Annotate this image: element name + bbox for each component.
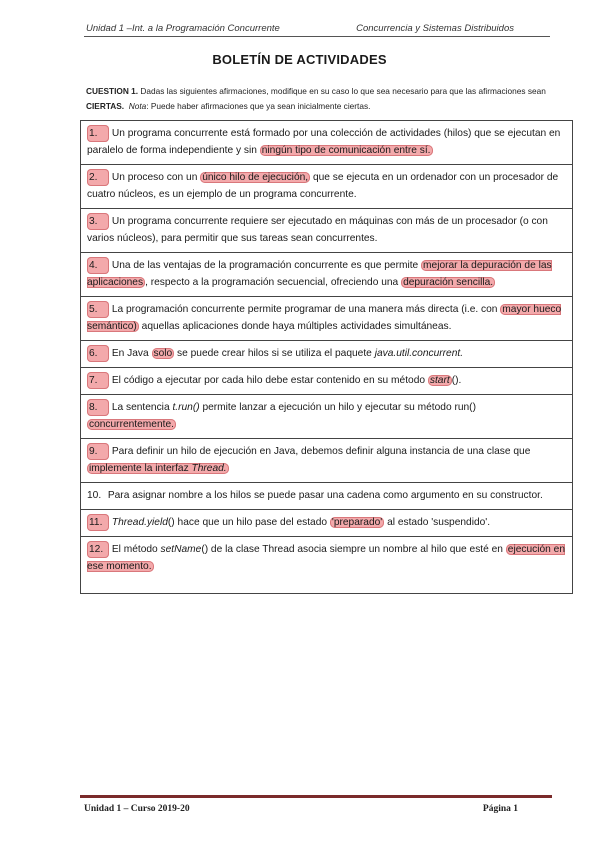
statement-text: permite lanzar a ejecución un hilo y ejecutar su método run(): [199, 402, 476, 413]
statement-row: [81, 165, 572, 209]
statement-number: 5.: [87, 301, 109, 318]
statements-table: [80, 120, 573, 594]
question-intro: [86, 84, 554, 114]
statement-text: ().: [451, 375, 462, 386]
statement-number: 6.: [87, 345, 109, 362]
statement-number: 7.: [87, 372, 109, 389]
statement-number: 4.: [87, 257, 109, 274]
intro-strong: CIERTAS.: [86, 101, 125, 111]
statement-text: En Java: [111, 348, 152, 359]
highlight: start: [429, 375, 450, 386]
statement-row: [81, 253, 572, 297]
highlight: solo: [153, 348, 173, 359]
question-label: CUESTION 1.: [86, 86, 139, 96]
highlight: 'preparado': [331, 517, 383, 528]
statement-number: 1.: [87, 125, 109, 142]
package-name: java.util.concurrent.: [374, 348, 464, 359]
statement-text: () hace que un hilo pase del estado: [167, 517, 330, 528]
statement-text: que se ejecuta en un ordenador con un procesador de cuatro núcleos, es un ejemplo de un programa concurrente.: [87, 172, 559, 200]
highlight: concurrentemente.: [89, 419, 174, 430]
code-text: t.run(): [172, 402, 200, 413]
header-left: Unidad 1 –Int. a la Programación Concurrente: [86, 23, 280, 34]
statement-row: [81, 510, 572, 537]
highlight: mejorar la depuración de las aplicaciones: [87, 260, 552, 288]
page-header: [84, 20, 550, 37]
statement-text: se puede crear hilos si se utiliza el paquete: [174, 348, 375, 359]
note-label: Nota: [128, 101, 147, 111]
statement-row: [81, 537, 572, 593]
statement-text: () de la clase Thread asocia siempre un nombre al hilo que esté en: [201, 544, 506, 555]
intro-text: Dadas las siguientes afirmaciones, modifique en su caso lo que sea necesario para que las afirmaciones sean: [138, 86, 546, 96]
highlight: ejecución en ese momento.: [87, 544, 566, 572]
statement-row: [81, 297, 572, 341]
statement-row: [81, 209, 572, 253]
statement-number: 8.: [87, 399, 109, 416]
statement-text: La programación concurrente permite programar de una manera más directa (i.e. con: [111, 304, 501, 315]
statement-text: El código a ejecutar por cada hilo debe estar contenido en su método: [111, 375, 428, 386]
statement-text: La sentencia: [111, 402, 173, 413]
method-name: Thread.yield: [111, 517, 168, 528]
statement-text: El método: [111, 544, 161, 555]
statement-text: Un programa concurrente requiere ser ejecutado en máquinas con más de un procesador (o con varios núcleos), para permitir que sus tareas sean concurrentes.: [87, 216, 548, 244]
statement-text: Un programa concurrente está formado por una colección de actividades (hilos) que se ejecutan en paralelo de forma independiente y sin: [87, 128, 561, 156]
statement-text: , respecto a la programación secuencial, ofreciendo una: [145, 277, 402, 288]
statement-text: Un proceso con un: [111, 172, 201, 183]
highlight: ningún tipo de comunicación entre sí.: [261, 145, 431, 156]
page-footer: [80, 795, 552, 814]
header-right: Concurrencia y Sistemas Distribuidos: [356, 23, 514, 34]
statement-text: Una de las ventajas de la programación concurrente es que permite: [111, 260, 422, 271]
statement-number: 12.: [87, 541, 109, 558]
highlight: mayor hueco semántico): [87, 304, 562, 332]
statement-number: 10.: [87, 490, 102, 501]
statement-text: Para definir un hilo de ejecución en Java, debemos definir alguna instancia de una clase que: [111, 446, 531, 457]
statement-number: 9.: [87, 443, 109, 460]
statement-row: [81, 483, 572, 510]
page-number: Página 1: [482, 804, 518, 814]
class-name: Thread.: [191, 463, 227, 474]
note-text: : Puede haber afirmaciones que ya sean inicialmente ciertas.: [146, 101, 371, 111]
statement-text: al estado 'suspendido'.: [384, 517, 491, 528]
page-title: BOLETÍN DE ACTIVIDADES: [212, 52, 387, 67]
highlight: [87, 463, 229, 474]
method-name: setName: [160, 544, 202, 555]
statement-number: 11.: [87, 514, 109, 531]
statement-row: [81, 368, 572, 395]
statement-text: Para asignar nombre a los hilos se puede pasar una cadena como argumento en su constructor.: [107, 490, 543, 501]
statement-row: [81, 341, 572, 368]
statement-row: [81, 439, 572, 483]
statement-number: 2.: [87, 169, 109, 186]
highlight: depuración sencilla.: [403, 277, 494, 288]
footer-left: Unidad 1 – Curso 2019-20: [84, 804, 190, 814]
statement-text: aquellas aplicaciones donde haya múltiples actividades simultáneas.: [138, 321, 452, 332]
statement-row: [81, 121, 572, 165]
statement-row: [81, 395, 572, 439]
statement-number: 3.: [87, 213, 109, 230]
highlight-text: implemente la interfaz: [89, 463, 192, 474]
highlight: único hilo de ejecución,: [202, 172, 309, 183]
